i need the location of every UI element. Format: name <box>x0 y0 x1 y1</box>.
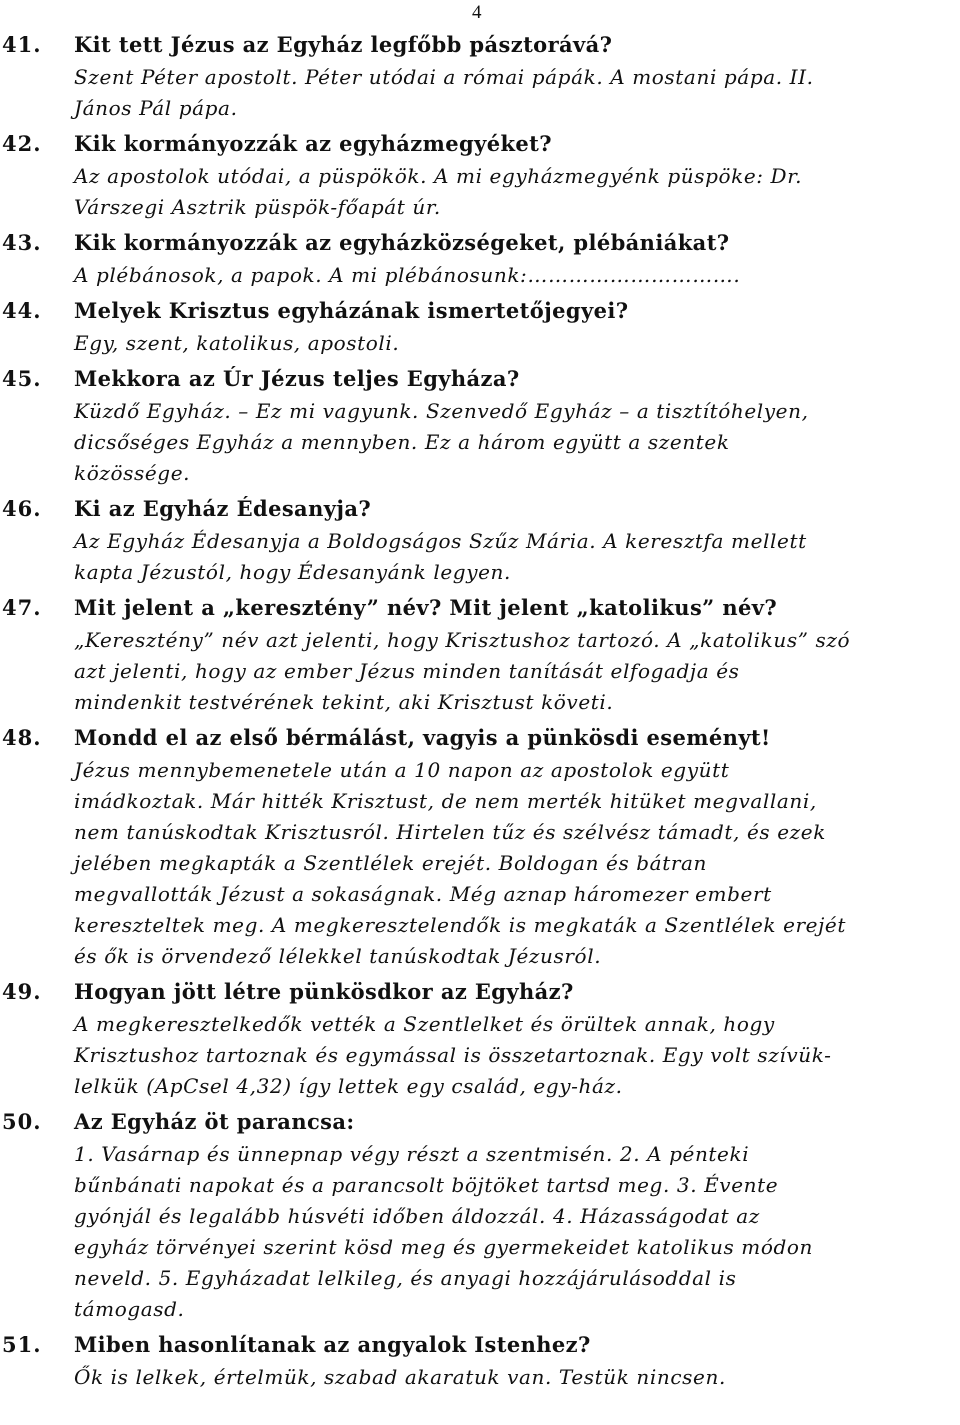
answer-line: Az apostolok utódai, a püspökök. A mi egyházmegyénk püspöke: Dr. <box>74 164 803 188</box>
question: Kik kormányozzák az egyházmegyéket? <box>74 131 552 156</box>
qa-item <box>0 362 960 492</box>
qa-item <box>0 975 960 1105</box>
qa-item <box>0 294 960 362</box>
answer-line: lelkük (ApCsel 4,32) így lettek egy család, egy-ház. <box>74 1074 623 1098</box>
qa-item <box>0 591 960 721</box>
answer-line: mindenkit testvérének tekint, aki Krisztust követi. <box>74 690 614 714</box>
qa-item <box>0 226 960 294</box>
item-number: 51. <box>2 1332 42 1357</box>
item-number: 43. <box>2 230 42 255</box>
answer-line: közössége. <box>74 461 191 485</box>
answer-line: Szent Péter apostolt. Péter utódai a római pápák. A mostani pápa. II. <box>74 65 814 89</box>
qa-item <box>0 28 960 127</box>
answer-line: 1. Vasárnap és ünnepnap végy részt a szentmisén. 2. A pénteki <box>74 1142 750 1166</box>
question: Melyek Krisztus egyházának ismertetőjegyei? <box>74 298 629 323</box>
question: Ki az Egyház Édesanyja? <box>74 496 372 521</box>
item-number: 50. <box>2 1109 42 1134</box>
answer-line: jelében megkapták a Szentlélek erejét. Boldogan és bátran <box>74 851 707 875</box>
answer-line: dicsőséges Egyház a mennyben. Ez a három együtt a szentek <box>74 430 730 454</box>
question: Mit jelent a „keresztény” név? Mit jelent „katolikus” név? <box>74 595 778 620</box>
answer-line: János Pál pápa. <box>74 96 238 120</box>
answer-line: megvallották Jézust a sokaságnak. Még aznap háromezer embert <box>74 882 772 906</box>
answer-line: imádkoztak. Már hitték Krisztust, de nem merték hitüket megvallani, <box>74 789 817 813</box>
question: Az Egyház öt parancsa: <box>74 1109 355 1134</box>
answer-line: egyház törvényei szerint kösd meg és gyermekeidet katolikus módon <box>74 1235 813 1259</box>
page-number: 4 <box>472 2 482 23</box>
answer-line: A megkeresztelkedők vették a Szentlelket és örültek annak, hogy <box>74 1012 775 1036</box>
item-number: 46. <box>2 496 42 521</box>
item-number: 45. <box>2 366 42 391</box>
answer-line: nem tanúskodtak Krisztusról. Hirtelen tűz és szélvész támadt, és ezek <box>74 820 826 844</box>
item-number: 41. <box>2 32 42 57</box>
qa-item <box>0 1105 960 1328</box>
question: Hogyan jött létre pünkösdkor az Egyház? <box>74 979 574 1004</box>
question: Mekkora az Úr Jézus teljes Egyháza? <box>74 366 520 391</box>
answer-line: bűnbánati napokat és a parancsolt böjtöket tartsd meg. 3. Évente <box>74 1173 779 1197</box>
answer-line: Ők is lelkek, értelmük, szabad akaratuk van. Testük nincsen. <box>74 1365 726 1389</box>
qa-item <box>0 721 960 975</box>
answer-line: Jézus mennybemenetele után a 10 napon az apostolok együtt <box>74 758 730 782</box>
item-number: 49. <box>2 979 42 1004</box>
question: Mondd el az első bérmálást, vagyis a pünkösdi eseményt! <box>74 725 771 750</box>
answer-line: A plébánosok, a papok. A mi plébánosunk:…………………………. <box>74 263 741 287</box>
item-number: 44. <box>2 298 42 323</box>
answer-line: neveld. 5. Egyházadat lelkileg, és anyagi hozzájárulásoddal is <box>74 1266 737 1290</box>
answer-line: azt jelenti, hogy az ember Jézus minden tanítását elfogadja és <box>74 659 740 683</box>
answer-line: Egy, szent, katolikus, apostoli. <box>74 331 400 355</box>
answer-line: és ők is örvendező lélekkel tanúskodtak Jézusról. <box>74 944 602 968</box>
question: Miben hasonlítanak az angyalok Istenhez? <box>74 1332 591 1357</box>
answer-line: Küzdő Egyház. – Ez mi vagyunk. Szenvedő Egyház – a tisztítóhelyen, <box>74 399 809 423</box>
qa-item <box>0 492 960 591</box>
answer-line: kereszteltek meg. A megkeresztelendők is megkaták a Szentlélek erejét <box>74 913 846 937</box>
item-number: 42. <box>2 131 42 156</box>
answer-line: Az Egyház Édesanyja a Boldogságos Szűz Mária. A keresztfa mellett <box>74 529 807 553</box>
question: Kit tett Jézus az Egyház legfőbb pásztorává? <box>74 32 613 57</box>
answer-line: kapta Jézustól, hogy Édesanyánk legyen. <box>74 560 511 584</box>
answer-line: Várszegi Asztrik püspök-főapát úr. <box>74 195 441 219</box>
answer-line: Krisztushoz tartoznak és egymással is összetartoznak. Egy volt szívük- <box>74 1043 832 1067</box>
answer-line: gyónjál és legalább húsvéti időben áldozzál. 4. Házasságodat az <box>74 1204 760 1228</box>
qa-list <box>0 28 960 1396</box>
item-number: 48. <box>2 725 42 750</box>
qa-item <box>0 1328 960 1396</box>
qa-item <box>0 127 960 226</box>
item-number: 47. <box>2 595 42 620</box>
question: Kik kormányozzák az egyházközségeket, plébániákat? <box>74 230 730 255</box>
answer-line: támogasd. <box>74 1297 185 1321</box>
answer-line: „Keresztény” név azt jelenti, hogy Krisztushoz tartozó. A „katolikus” szó <box>74 628 851 652</box>
